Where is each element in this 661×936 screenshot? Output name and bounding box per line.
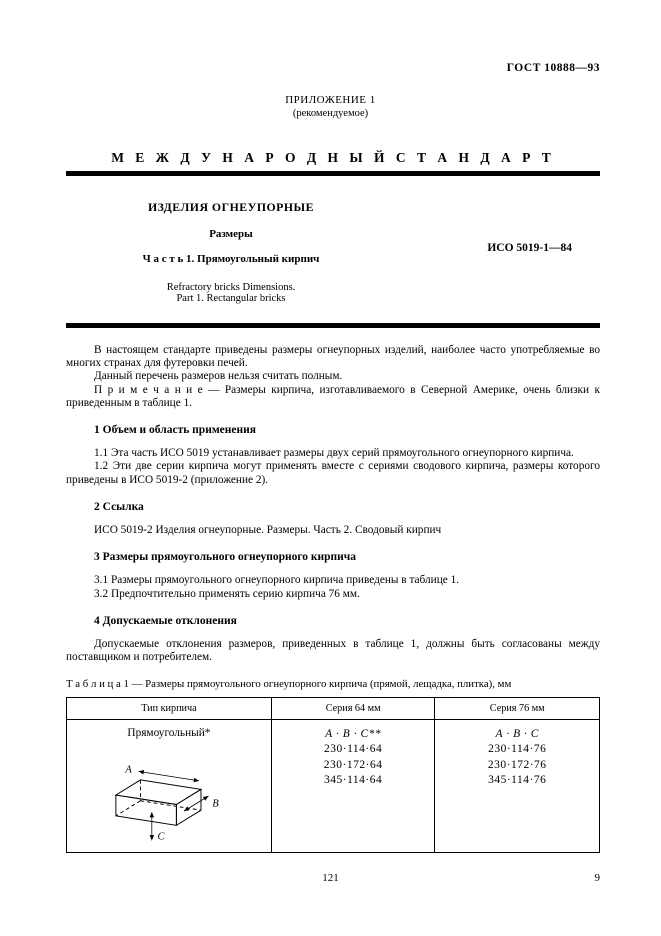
- header-cell-series-76: Серия 76 мм: [435, 697, 600, 719]
- size-value: 230·114·64: [324, 743, 383, 756]
- appendix-note: (рекомендуемое): [292, 108, 369, 119]
- doc-number: ГОСТ 10888—93: [506, 62, 600, 74]
- english-title-line2: Part 1. Rectangular bricks: [176, 293, 286, 304]
- section-3-paragraph-2: 3.2 Предпочтительно применять серию кирпича 76 мм.: [94, 587, 360, 600]
- sheet-number: 9: [594, 872, 600, 884]
- series-64-cell: [271, 719, 435, 852]
- standard-part-line: Ч а с т ь 1. Прямоугольный кирпич: [142, 253, 320, 265]
- header-cell-series-64: Серия 64 мм: [271, 697, 435, 719]
- standard-subtitle: Размеры: [209, 228, 253, 240]
- section-1-paragraph-1: 1.1 Эта часть ИСО 5019 устанавливает размеры двух серий прямоугольного огнеупорного кирпича.: [94, 447, 574, 460]
- document-body: [66, 344, 600, 853]
- intro-paragraph-2: Данный перечень размеров нельзя считать полным.: [94, 370, 343, 383]
- section-2-heading: 2 Ссылка: [94, 500, 144, 513]
- standard-title: ИЗДЕЛИЯ ОГНЕУПОРНЫЕ: [147, 200, 315, 214]
- page-number: 121: [322, 872, 339, 884]
- brick-type-label: Прямоугольный*: [127, 726, 211, 739]
- english-title-line1: Refractory bricks Dimensions.: [166, 282, 296, 293]
- appendix-title: ПРИЛОЖЕНИЕ 1: [285, 94, 376, 106]
- divider-bar-top: [66, 171, 600, 176]
- brick-drawing: [95, 744, 237, 848]
- dim-label-c: С: [157, 831, 165, 843]
- table-header-row: [67, 697, 600, 719]
- divider-bar-main: [66, 323, 600, 328]
- dim-formula-76: А · В · С: [495, 727, 539, 740]
- note-paragraph: П р и м е ч а н и е — Размеры кирпича, изготавливаемого в Северной Америке, очень близки к приведенным в таблице 1.: [66, 383, 600, 409]
- section-2-paragraph-1: ИСО 5019-2 Изделия огнеупорные. Размеры. Часть 2. Сводовый кирпич: [94, 524, 442, 537]
- intro-paragraph-1: В настоящем стандарте приведены размеры огнеупорных изделий, наиболее часто употребляемые во многих странах для футеровки печей.: [66, 344, 600, 370]
- size-value: 230·114·76: [488, 743, 547, 756]
- title-block: [66, 200, 600, 304]
- dim-label-b: В: [212, 798, 219, 810]
- section-1-paragraph-2: 1.2 Эти две серии кирпича могут применять вместе с сериями сводового кирпича, размеры которого приведены в ИСО 5019-2 (приложение 2).: [66, 460, 600, 486]
- size-value: 230·172·64: [323, 758, 383, 771]
- international-standard-heading: М Е Ж Д У Н А Р О Д Н Ы Й С Т А Н Д А Р Т: [111, 150, 555, 165]
- table-row: [67, 719, 600, 852]
- size-value: 345·114·64: [324, 774, 383, 787]
- section-3-heading: 3 Размеры прямоугольного огнеупорного кирпича: [94, 551, 357, 564]
- iso-reference: ИСО 5019-1—84: [487, 242, 572, 254]
- header-cell-type: Тип кирпича: [67, 697, 272, 719]
- brick-sizes-table: [66, 697, 600, 853]
- section-1-heading: 1 Объем и область применения: [94, 424, 256, 437]
- section-4-heading: 4 Допускаемые отклонения: [94, 614, 237, 627]
- series-76-cell: [435, 719, 600, 852]
- brick-figure: [95, 744, 271, 852]
- size-value: 230·172·76: [487, 758, 547, 771]
- dim-label-a: А: [125, 764, 132, 776]
- size-value: 345·114·76: [488, 774, 547, 787]
- dim-formula-64: А · В · С**: [325, 727, 382, 740]
- section-3-paragraph-1: 3.1 Размеры прямоугольного огнеупорного кирпича приведены в таблице 1.: [94, 574, 460, 587]
- table-caption: Т а б л и ц а 1 — Размеры прямоугольного огнеупорного кирпича (прямой, лещадка, плитка), мм: [66, 678, 512, 691]
- section-4-paragraph-1: Допускаемые отклонения размеров, приведенных в таблице 1, должны быть согласованы между поставщиком и потребителем.: [66, 638, 600, 664]
- brick-type-cell: [67, 719, 272, 852]
